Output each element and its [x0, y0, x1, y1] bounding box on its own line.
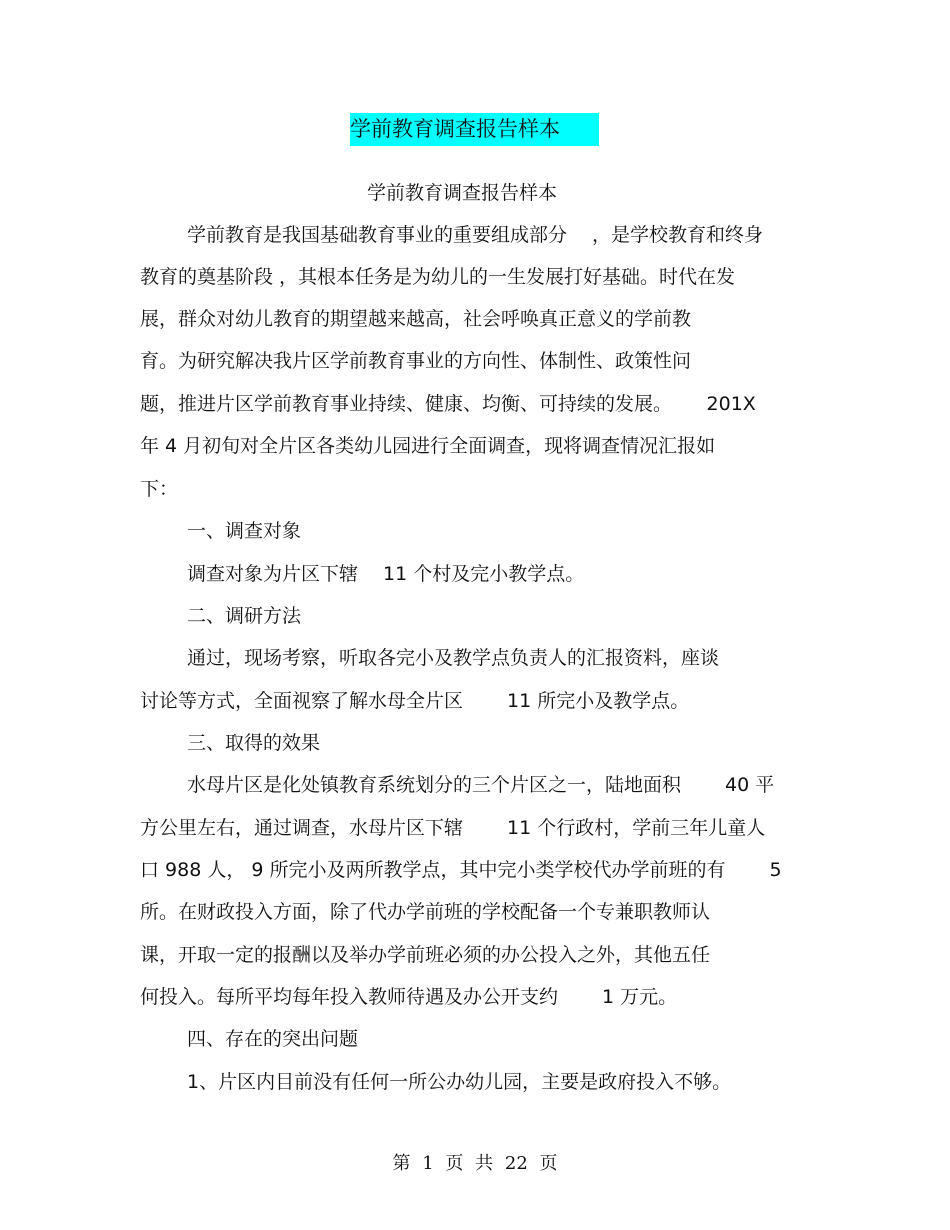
paragraph-line: 教育的奠基阶段 ，其根本任务是为幼儿的一生发展打好基础。时代在发: [140, 266, 736, 288]
paragraph-line: 所。在财政投入方面，除了代办学前班的学校配备一个专兼职教师认: [140, 901, 711, 923]
paragraph-line: 学前教育是我国基础教育事业的重要组成部分 ，是学校教育和终身: [187, 224, 764, 246]
paragraph-line: 课，开取一定的报酬以及举办学前班必须的办公投入之外，其他五任: [140, 944, 711, 966]
page-footer: [0, 1151, 950, 1177]
section-heading: 一、调查对象: [187, 520, 302, 542]
paragraph-line: 讨论等方式，全面视察了解水母全片区 11 所完小及教学点。: [140, 690, 690, 712]
paragraph-line: 口 988 人， 9 所完小及两所教学点，其中完小类学校代办学前班的有 5: [140, 859, 782, 881]
section-heading: 四、存在的突出问题: [187, 1028, 359, 1050]
paragraph-line: 育。为研究解决我片区学前教育事业的方向性、体制性、政策性问: [140, 350, 692, 372]
footer-gong: 共: [475, 1153, 494, 1174]
paragraph-line: 展，群众对幼儿教育的期望越来越高，社会呼唤真正意义的学前教: [140, 308, 692, 330]
paragraph-line: 水母片区是化处镇教育系统划分的三个片区之一，陆地面积 40 平: [187, 774, 775, 796]
footer-ye: 页: [445, 1153, 464, 1174]
footer-ye-end: 页: [539, 1153, 558, 1174]
paragraph-line: 下：: [140, 478, 179, 500]
paragraph-line: 1、片区内目前没有任何一所公办幼儿园，主要是政府投入不够。: [187, 1071, 732, 1093]
paragraph-line: 年 4 月初旬对全片区各类幼儿园进行全面调查，现将调查情况汇报如: [140, 435, 716, 457]
paragraph-line: 题，推进片区学前教育事业持续、健康、均衡、可持续的发展。 201X: [140, 393, 756, 415]
paragraph-line: 调查对象为片区下辖 11 个村及完小教学点。: [187, 563, 585, 585]
document-title: 学前教育调查报告样本: [350, 113, 599, 146]
document-subtitle: 学前教育调查报告样本: [367, 182, 558, 204]
section-heading: 二、调研方法: [187, 605, 302, 627]
footer-page-number: 1: [422, 1153, 434, 1174]
paragraph-line: 通过，现场考察，听取各完小及教学点负责人的汇报资料，座谈: [187, 647, 720, 669]
footer-total-pages: 22: [504, 1153, 528, 1174]
paragraph-line: 方公里左右，通过调查，水母片区下辖 11 个行政村，学前三年儿童人: [140, 817, 766, 839]
footer-di: 第: [392, 1153, 411, 1174]
paragraph-line: 何投入。每所平均每年投入教师待遇及办公开支约 1 万元。: [140, 986, 678, 1008]
section-heading: 三、取得的效果: [187, 732, 321, 754]
